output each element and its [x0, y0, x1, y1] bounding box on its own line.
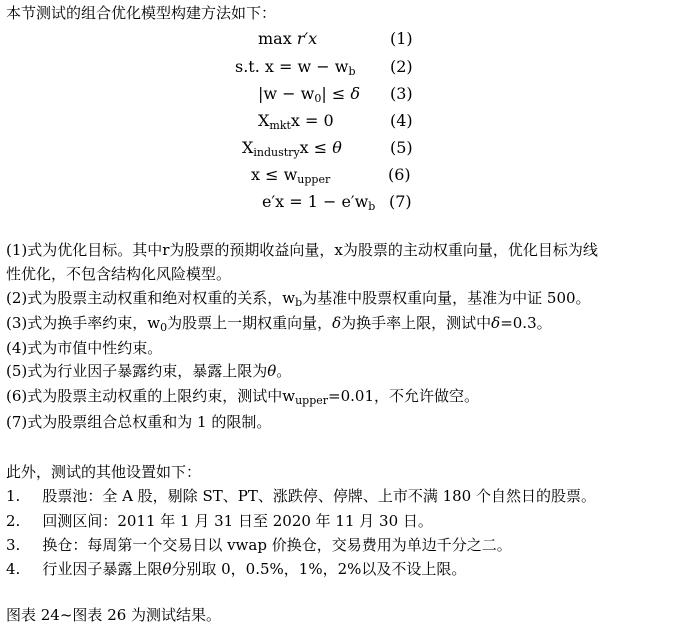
equation-number: (2): [390, 57, 413, 76]
eq3-delta: δ: [350, 84, 360, 103]
settings-item-text: 回测区间：2011 年 1 月 31 日至 2020 年 11 月 30 日。: [42, 512, 433, 530]
explain-2-part-b: 为基准中股票权重向量，基准为中证 500。: [302, 289, 591, 307]
explain-3-part-b: 为股票上一期权重向量，: [167, 314, 333, 332]
explain-3-part-d: =0.3。: [500, 314, 552, 332]
eq1-max: max: [258, 29, 297, 48]
explain-line-3: [6, 313, 552, 333]
equation-2: [0, 55, 673, 79]
explain-3-part-a: (3)式为换手率约束，w: [6, 314, 161, 332]
settings-item-number: 1.: [6, 487, 21, 505]
eq6-sub: upper: [297, 173, 331, 186]
settings-item-number: 2.: [6, 512, 21, 530]
equation-4: [0, 109, 673, 133]
eq2-sub: b: [348, 65, 356, 78]
equation-number: (3): [390, 84, 413, 103]
explain-5-theta: θ: [267, 362, 277, 380]
settings-item-2: [6, 511, 433, 531]
settings-item-1: [6, 486, 596, 506]
equation-7: [0, 190, 673, 214]
settings-item-number: 3.: [6, 536, 21, 554]
explain-6-part-a: (6)式为股票主动权重的上限约束，测试中w: [6, 387, 296, 405]
eq4-sub: mkt: [269, 119, 291, 132]
explain-line-1: (1)式为优化目标。其中r为股票的预期收益向量，x为股票的主动权重向量，优化目标为线: [6, 241, 598, 259]
explain-5-part-a: (5)式为行业因子暴露约束，暴露上限为: [6, 362, 268, 380]
equation-number: (4): [390, 111, 413, 130]
eq5-theta: θ: [332, 138, 342, 157]
explain-line-6: [6, 386, 479, 406]
settings-title: 此外，测试的其他设置如下：: [6, 463, 202, 481]
explain-line-1-cont: 性优化，不包含结构化风险模型。: [6, 265, 232, 283]
equation-5: [0, 136, 673, 160]
explain-3-sub: 0: [160, 321, 168, 334]
eq1-objective: r′x: [296, 29, 318, 48]
settings-item-text-b: 分别取 0，0.5%，1%，2%以及不设上限。: [171, 560, 467, 578]
explain-line-7: (7)式为股票组合总权重和为 1 的限制。: [6, 413, 272, 431]
footer-text: 图表 24~图表 26 为测试结果。: [6, 606, 222, 624]
eq6-part-a: x ≤ w: [251, 165, 298, 184]
settings-item-3: [6, 535, 512, 555]
explain-3-delta-2: δ: [491, 314, 501, 332]
settings-item-text-a: 行业因子暴露上限: [42, 560, 163, 578]
settings-item-theta: θ: [162, 560, 172, 578]
eq3-sub: 0: [314, 92, 322, 105]
equation-6: [0, 163, 673, 187]
explain-3-delta: δ: [332, 314, 342, 332]
eq5-sub: industry: [253, 146, 300, 159]
explain-5-part-b: 。: [276, 362, 292, 380]
explain-6-sub: upper: [295, 394, 329, 407]
equation-number: (6): [388, 165, 411, 184]
eq7-sub: b: [368, 200, 376, 213]
explain-2-sub: b: [295, 296, 303, 309]
eq5-part-a: X: [242, 138, 254, 157]
equation-number: (1): [390, 29, 413, 48]
settings-item-number: 4.: [6, 560, 21, 578]
explain-line-4: (4)式为市值中性约束。: [6, 339, 163, 357]
settings-item-text: 换仓：每周第一个交易日以 vwap 价换仓，交易费用为单边千分之二。: [42, 536, 512, 554]
settings-item-4: [6, 559, 466, 579]
explain-line-2: [6, 288, 591, 308]
equation-1: [0, 27, 673, 51]
eq4-part-a: X: [258, 111, 270, 130]
explain-line-5: [6, 361, 291, 381]
eq5-part-b: x ≤: [299, 138, 333, 157]
eq7-part-a: e′x = 1 − e′w: [262, 192, 369, 211]
eq3-part-a: |w − w: [258, 84, 315, 103]
eq2-main: s.t. x = w − w: [235, 57, 349, 76]
intro-text: 本节测试的组合优化模型构建方法如下：: [6, 4, 277, 22]
explain-2-part-a: (2)式为股票主动权重和绝对权重的关系，w: [6, 289, 296, 307]
eq3-part-b: | ≤: [321, 84, 351, 103]
equation-number: (5): [390, 138, 413, 157]
equation-number: (7): [389, 192, 412, 211]
eq4-part-b: x = 0: [290, 111, 334, 130]
explain-3-part-c: 为换手率上限，测试中: [341, 314, 492, 332]
settings-item-text: 股票池：全 A 股，剔除 ST、PT、涨跌停、停牌、上市不满 180 个自然日的股票。: [42, 487, 596, 505]
explain-6-part-b: =0.01，不允许做空。: [328, 387, 479, 405]
equation-3: [0, 82, 673, 106]
